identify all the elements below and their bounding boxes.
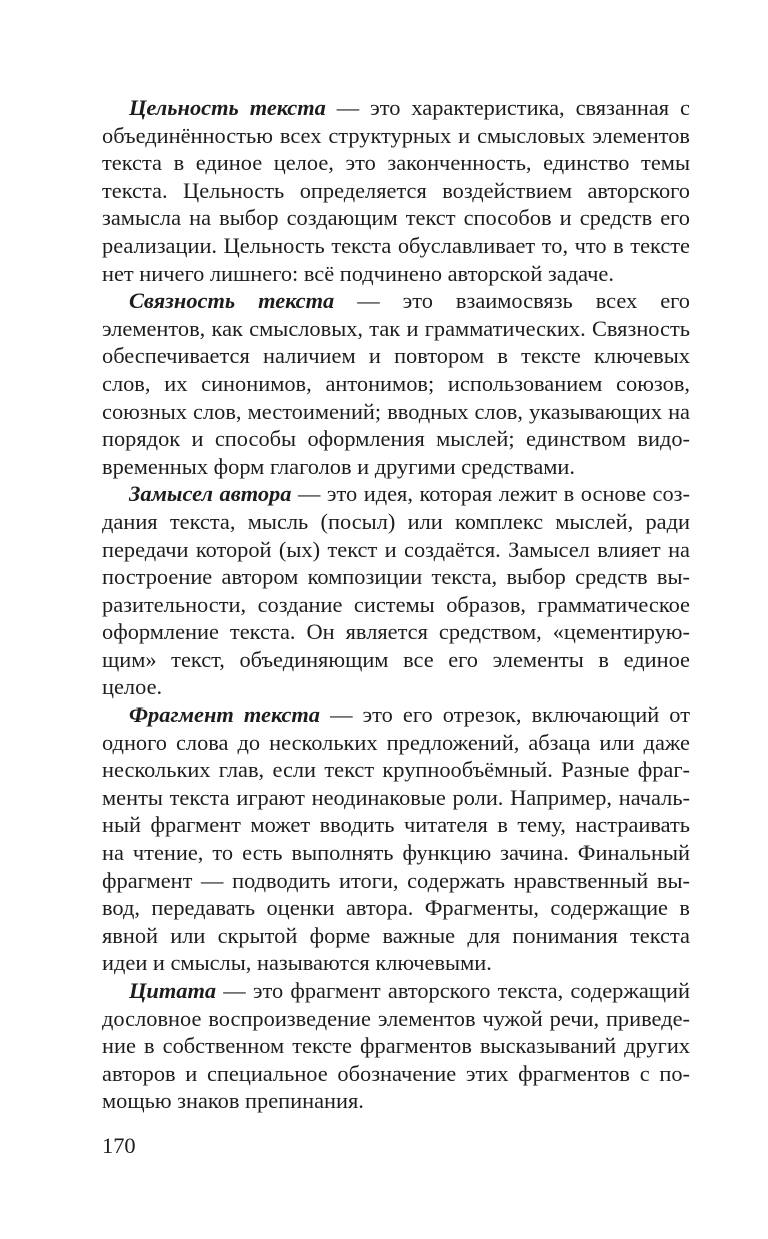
definition-fragment: — это его отрезок, включающий от одного слова до нескольких предложений, абзаца или даже нескольких глав, если текст крупнообъёмный. Разные фрагменты текста играют неодинаковые роли. Например, начальный фрагмент может вводить читателя в тему, настраивать на чтение, то есть выполнять функцию зачина. Финальный фрагмент — подводить итоги, содержать нравственный вывод, передавать оценки автора. Фрагменты, содержащие в явной или скрытой форме важные для понимания текста идеи и смыслы, называются ключевыми. [102,702,690,976]
term-integrity: Цельность текста [129,95,326,120]
definition-integrity: — это характеристика, связанная с объединённостью всех структурных и смысловых элементов текста в единое целое, это законченность, единство темы текста. Цельность определяется воздействием авторского замысла на выбор создающим текст способов и средств его реализации. Цельность текста обуславливает то, что в тексте нет ничего лишнего: всё подчинено авторской задаче. [102,95,690,286]
definition-quotation: — это фрагмент авторского текста, содержащий дословное воспроизведение элементов чужой речи, приведение в собственном тексте фрагментов высказываний других авторов и специальное обозначение этих фрагментов с помощью знаков препинания. [102,978,690,1114]
paragraph-author-intent [102,480,690,701]
page-body [102,94,690,1115]
term-coherence: Связность текста [129,288,335,314]
definition-coherence: — это взаимосвязь всех его элементов, как смысловых, так и грамматических. Связность обеспечивается наличием и повтором в тексте ключевых слов, их синонимов, антонимов; использованием союзов, союзных слов, местоимений; вводных слов, указывающих на порядок и способы оформления мыслей; единством видо-временных форм глаголов и другими средствами. [102,288,690,479]
definition-author-intent: — это идея, которая лежит в основе создания текста, мысль (посыл) или комплекс мыслей, ради передачи которой (ых) текст и создаётся. Замысел влияет на построение автором композиции текста, выбор средств выразительности, создание системы образов, грамматическое оформление текста. Он является средством, «цементирующим» текст, объединяющим все его элементы в единое целое. [102,481,690,700]
term-author-intent: Замысел автора [129,481,292,507]
page-number: 170 [102,1133,136,1158]
paragraph-fragment [102,701,690,977]
term-quotation: Цитата [129,978,217,1003]
term-fragment: Фрагмент текста [129,702,320,728]
paragraph-integrity [102,94,690,287]
paragraph-quotation [102,977,690,1115]
paragraph-coherence [102,287,690,480]
